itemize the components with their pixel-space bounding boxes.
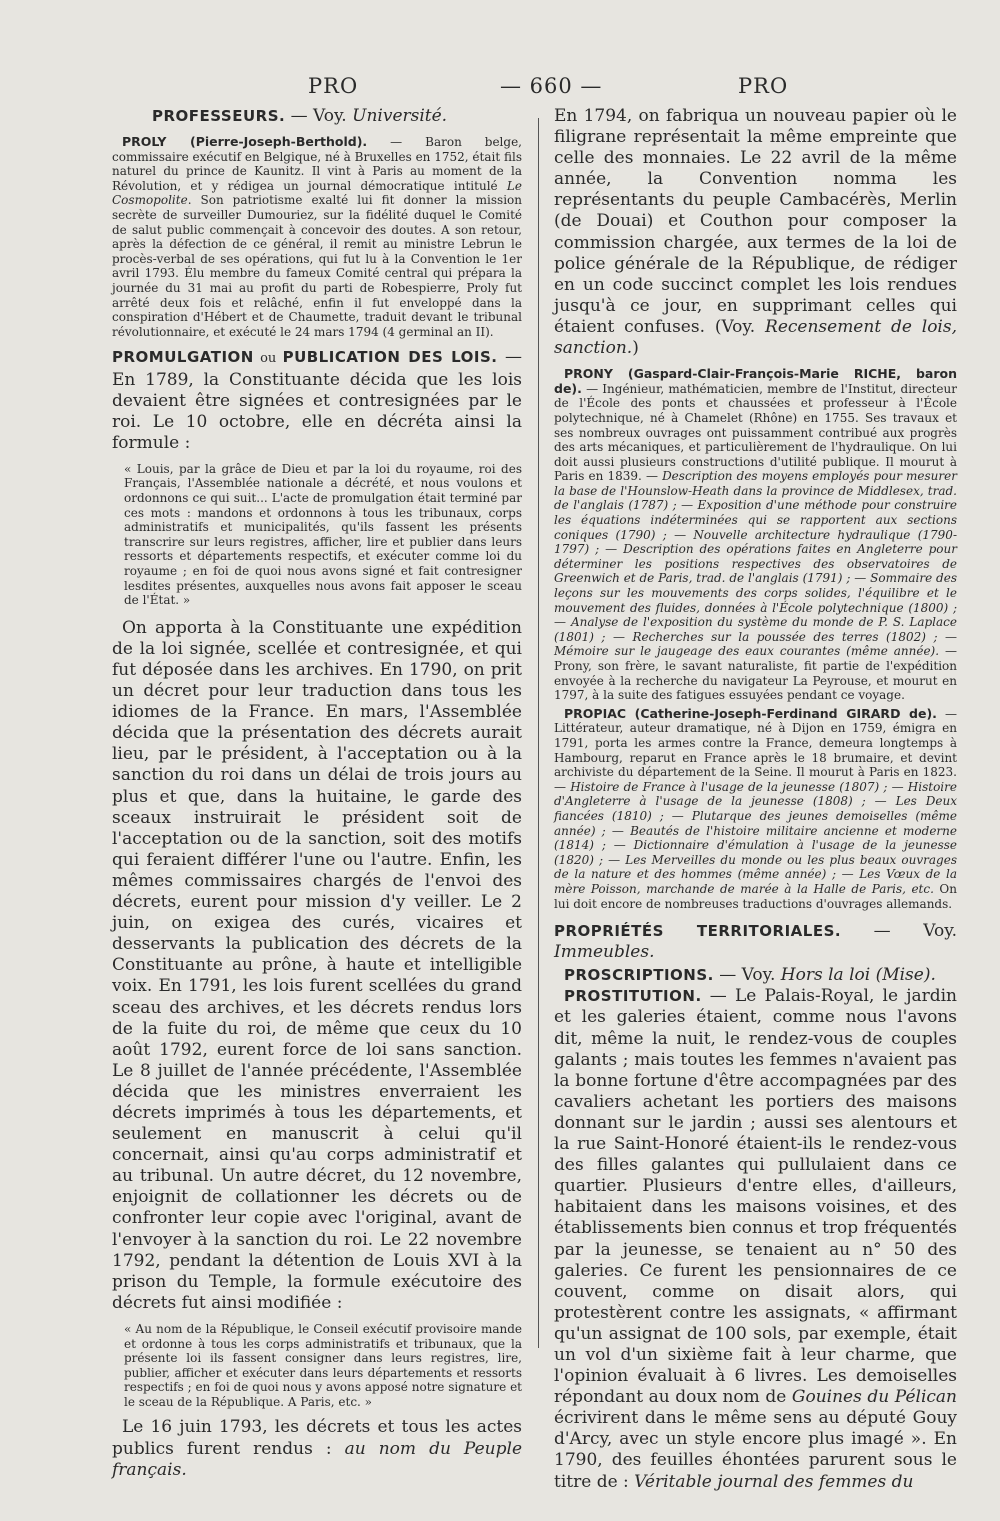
quotation: « Louis, par la grâce de Dieu et par la loi du royaume, roi des Français, l'Assemblée nationale a décrété, et nous voulons et ordonnons ce qui suit... L'acte de promulgation était terminé par ces mots : mandons et ordonnons à tous les tribunaux, corps administratifs et municipalités, qu'ils fassent les présents transcrire sur leurs registres, afficher, lire et publier dans leurs ressorts et départements respectifs, et exécuter comme loi du royaume ; en foi de quoi nous avons signé et fait contresigner lesdites présentes, auxquelles nous avons fait apposer le sceau de l'État. » — [124, 461, 522, 608]
paragraph: En 1794, on fabriqua un nouveau papier où le filigrane représentait la même empreinte que celle des monnaies. Le 22 avril de la même année, la Convention nomma les représentants du peuple Cambacérès, Merlin (de Douai) et Couthon pour composer la commission chargée, aux termes de la loi de police générale de la République, de rédiger en un code succinct complet les lois rendues jusqu'à ce jour, en supprimant celles qui étaient confuses. (Voy. Recensement de lois, sanction.) — [554, 106, 958, 359]
cross-reference: Immeubles. — [554, 942, 655, 963]
headword: PROPRIÉTÉS TERRITORIALES. — [554, 922, 842, 941]
page-number: — 660 — — [500, 74, 603, 98]
entry-professeurs: PROFESSEURS. — Voy. Université. — [152, 106, 448, 126]
entry-prony: PRONY (Gaspard-Clair-François-Marie RICHE, baron de). — Ingénieur, mathématicien, membre de l'Institut, directeur de l'École des ponts et chaussées et professeur à l'École polytechnique, né à Chamelet (Rhône) en 1755. Ses travaux et ses nombreux ouvrages ont puissamment contribué aux progrès des arts mécaniques, et particulièrement de l'hydraulique. On lui doit aussi plusieurs constructions d'utilité publique. Il mourut à Paris en 1839. — Description des moyens employés pour mesurer la base de l'Hounslow-Heath dans la province de Middlesex, trad. de l'anglais (1787) ; — Exposition d'une méthode pour construire les équations indéterminées qui se rapportent aux sections coniques (1790) ; — Nouvelle architecture hydraulique (1790-1797) ; — Description des opérations faites en Angleterre pour déterminer les positions respectives des observatoires de Greenwich et de Paris, trad. de l'anglais (1791) ; — Sommaire des leçons sur les mouvements des corps solides, l'équilibre et le mouvement des fluides, données à l'École polytechnique (1800) ; — Analyse de l'exposition du système du monde de P. S. Laplace (1801) ; — Recherches sur la poussée des terres (1802) ; — Mémoire sur le jaugeage des eaux courantes (même année). — Prony, son frère, le savant naturaliste, fit partie de l'expédition envoyée à la recherche du navigateur La Peyrouse, et mourut en 1797, à la suite des fatigues essuyées pendant ce voyage. — [554, 366, 957, 703]
headword: PROMULGATION — [112, 348, 254, 367]
headword: PUBLICATION DES LOIS. — [282, 348, 498, 367]
quotation: « Au nom de la République, le Conseil exécutif provisoire mande et ordonne à tous les corps administratifs et tribunaux, que la présente loi ils fassent consigner dans leurs registres, lire, publier, afficher et exécuter dans leurs départements et ressorts respectifs ; en foi de quoi nous y avons apposé notre signature et le sceau de la République. A Paris, etc. » — [124, 1321, 522, 1409]
headword: PROFESSEURS. — [152, 107, 286, 125]
entry-prostitution: PROSTITUTION. — Le Palais-Royal, le jardin et les galeries étaient, comme nous l'avons dit, même la nuit, le rendez-vous de couples galants ; mais toutes les femmes n'avaient pas la bonne fortune d'être accompagnées par des cavaliers achetant les portiers des maisons donnant sur le jardin ; aussi ses alentours et la rue Saint-Honoré étaient-ils le rendez-vous des filles galantes qui pullulaient dans ce quartier. Plusieurs d'entre elles, d'ailleurs, habitaient dans les maisons voisines, et des établissements bien connus et trop fréquentés par la jeunesse, se tenaient au n° 50 des galeries. Ce furent les pensionnaires de ce couvent, comme on disait alors, qui protestèrent contre les assignats, « affirmant qu'un assignat de 100 sols, par exemple, était un vol d'un sixième fait à leur charme, que l'opinion évaluait à 6 livres. Les demoiselles répondant au doux nom de Gouines du Pélican écrivirent dans le même sens au député Gouy d'Arcy, avec un style encore plus imagé ». En 1790, des feuilles éhontées parurent sous le titre de : Véritable journal des femmes du — [554, 986, 957, 1492]
headword: PRONY (Gaspard-Clair-François-Marie RICHE, baron de). — [554, 366, 957, 396]
left-column — [112, 106, 523, 1480]
running-head-left: PRO — [308, 74, 359, 98]
right-column — [554, 106, 958, 1492]
entry-proprietes: PROPRIÉTÉS TERRITORIALES. — Voy. Immeubles. — [554, 921, 957, 963]
entry-proscriptions: PROSCRIPTIONS. — Voy. Hors la loi (Mise). — [564, 965, 936, 986]
headword: PROPIAC (Catherine-Joseph-Ferdinand GIRARD de). — [564, 705, 937, 721]
entry-proly: PROLY (Pierre-Joseph-Berthold). — Baron belge, commissaire exécutif en Belgique, né à Bruxelles en 1752, était fils naturel du prince de Kaunitz. Il vint à Paris au moment de la Révolution, et y rédigea un journal démocratique intitulé Le Cosmopolite. Son patriotisme exalté lui fit donner la mission secrète de surveiller Dumouriez, sur la fidélité duquel le Comité de salut public commençait à concevoir des doutes. A son retour, après la défection de ce général, il remit au ministre Lebrun le procès-verbal de ses opérations, qui fut lu à la Convention le 1er avril 1793. Élu membre du fameux Comité central qui prépara la journée du 31 mai au profit du parti de Robespierre, Proly fut arrêté deux fois et relâché, enfin il fut enveloppé dans la conspiration d'Hébert et de Chaumette, traduit devant le tribunal révolutionnaire, et exécuté le 24 mars 1794 (4 germinal an II). — [112, 134, 522, 339]
headword: PROLY (Pierre-Joseph-Berthold). — [122, 134, 368, 150]
running-head-right: PRO — [738, 74, 789, 98]
cross-reference: Hors la loi (Mise). — [780, 965, 936, 986]
headword: PROSCRIPTIONS. — [564, 966, 714, 985]
headword: PROSTITUTION. — [564, 987, 702, 1006]
paragraph: On apporta à la Constituante une expédition de la loi signée, scellée et contresignée, et qui fut déposée dans les archives. En 1790, on prit un décret pour leur traduction dans tous les idiomes de la France. En mars, l'Assemblée décida que la présentation des décrets aurait lieu, par le président, à l'acceptation ou à la sanction du roi dans un délai de trois jours au plus et que, dans la huitaine, le garde des sceaux instruirait le président soit de l'acceptation ou de la sanction, soit des motifs qui feraient différer l'une ou l'autre. Enfin, les mêmes commissaires chargés de l'envoi des décrets, eurent pour mission d'y veiller. Le 2 juin, on exigea des curés, vicaires et desservants la publication des décrets de la Constituante au prône, à haute et intelligible voix. En 1791, les lois furent scellées du grand sceau des archives, et les décrets rendus lors de la fuite du roi, de même que ceux du 10 août 1792, eurent force de loi sans sanction. Le 8 juillet de l'année précédente, l'Assemblée décida que les ministres enverraient les décrets imprimés à tous les départements, et seulement en manuscrit à celui qu'il concernait, ainsi qu'au corps administratif et au tribunal. Un autre décret, du 12 novembre, enjoignit de collationner les décrets ou de confronter leur copie avec l'original, avant de l'envoyer à la sanction du roi. Le 22 novembre 1792, pendant la détention de Louis XVI à la prison du Temple, la formule exécutoire des décrets fut ainsi modifiée : — [112, 617, 522, 1313]
cross-reference: Université. — [352, 106, 448, 126]
paragraph: Le 16 juin 1793, les décrets et tous les actes publics furent rendus : au nom du Peuple français. — [112, 1417, 522, 1480]
entry-propiac: PROPIAC (Catherine-Joseph-Ferdinand GIRARD de). — Littérateur, auteur dramatique, né à Dijon en 1759, émigra en 1791, porta les armes contre la France, demeura longtemps à Hambourg, reparut en France après le 18 brumaire, et devint archiviste du département de la Seine. Il mourut à Paris en 1823. — Histoire de France à l'usage de la jeunesse (1807) ; — Histoire d'Angleterre à l'usage de la jeunesse (1808) ; — Les Deux fiancées (1810) ; — Plutarque des jeunes demoiselles (même année) ; — Beautés de l'histoire militaire ancienne et moderne (1814) ; — Dictionnaire d'émulation à l'usage de la jeunesse (1820) ; — Les Merveilles du monde ou les plus beaux ouvrages de la nature et des hommes (même année) ; — Les Vœux de la mère Poisson, marchande de marée à la Halle de Paris, etc. On lui doit encore de nombreuses traductions d'ouvrages allemands. — [554, 705, 957, 911]
column-divider — [538, 118, 539, 1348]
cross-reference: Recensement de lois, sanction. — [554, 316, 958, 359]
entry-promulgation: PROMULGATION ou PUBLICATION DES LOIS. — En 1789, la Constituante décida que les lois devaient être signées et contresignées par le roi. Le 10 octobre, elle en décréta ainsi la formule : — [112, 347, 523, 453]
